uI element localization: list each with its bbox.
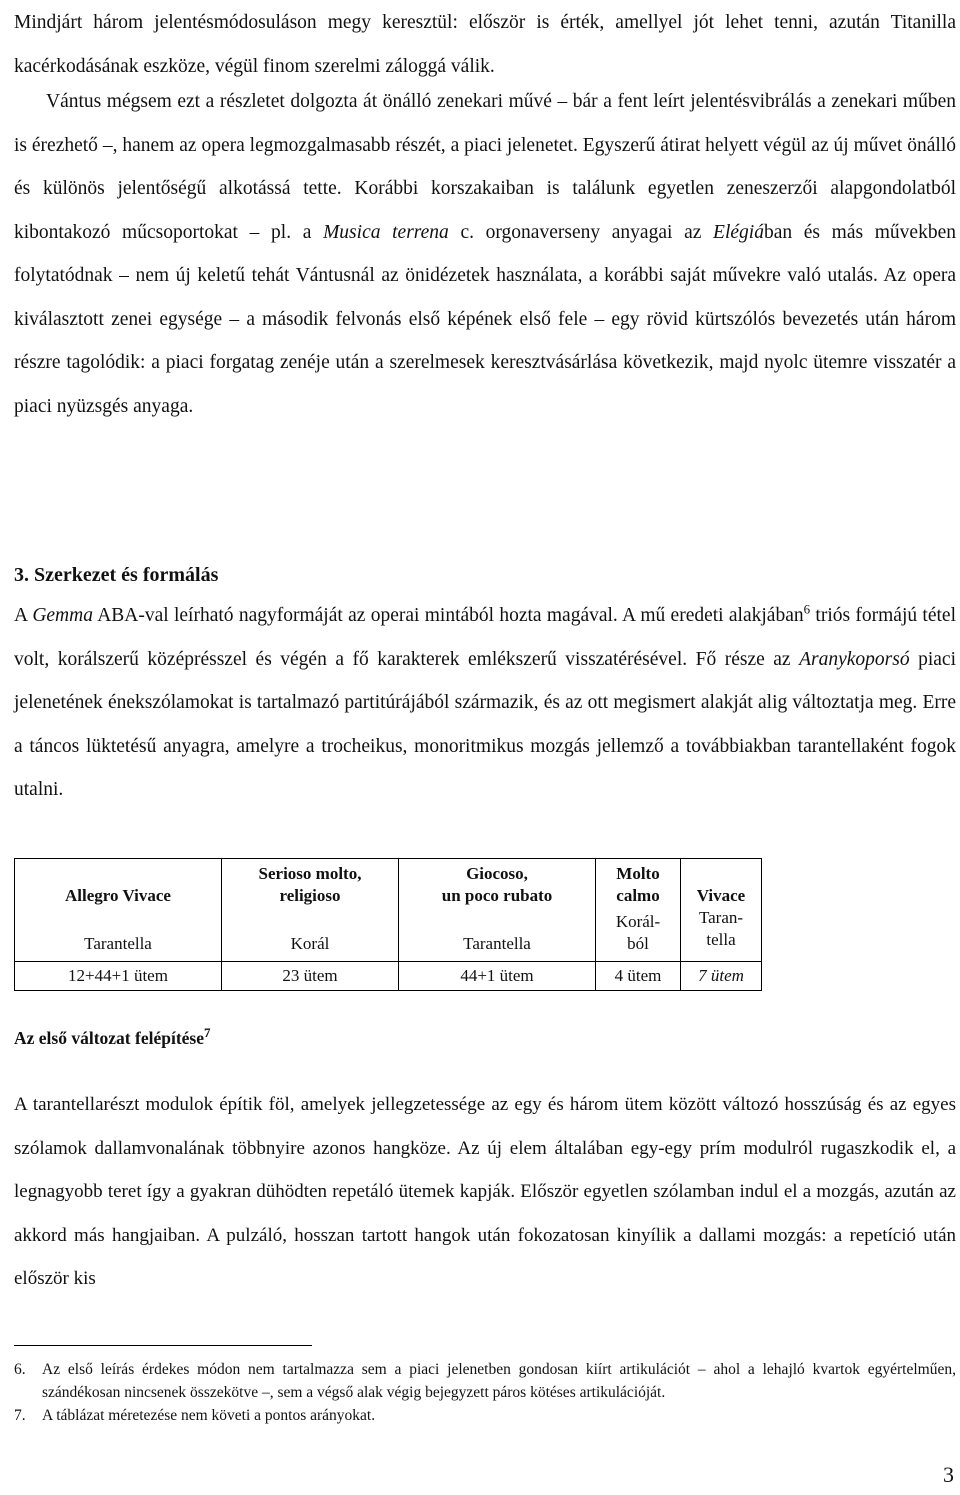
section-type-label-2: ból [627, 934, 649, 953]
section-type-label: Korál [290, 934, 330, 953]
paragraph-2 [14, 80, 956, 428]
footnote-number: 7. [14, 1407, 26, 1424]
section-length: 7 ütem [681, 962, 762, 991]
section-type-label-2: tella [706, 930, 736, 949]
table-row-sections [15, 859, 762, 962]
table-row-lengths [15, 962, 762, 991]
footnote-text: Az első leírás érdekes módon nem tartalmazza sem a piaci jelenetben gondosan kiírt artikulációt – ahol a lehajló kvartok egyértelműen, szándékosan nincsenek összekötve –, sem a végső alak végig bejegyzett páros kötéses artikulációját. [42, 1361, 956, 1401]
footnote-ref-7[interactable]: 7 [204, 1025, 211, 1041]
footnote-ref-6[interactable]: 6 [803, 601, 811, 617]
section-type-label: Korál- [615, 912, 661, 931]
section-length: 44+1 ütem [399, 962, 596, 991]
table-cell-section-5 [681, 859, 762, 962]
paragraph-4: A tarantellarészt modulok építik föl, amelyek jellegzetessége az egy és három ütem között változó hosszúság és az egyes szólamok dallamvonalának többnyire azonos hangköze. Az új elem általában egy-egy prím modulról rugaszkodik el, a legnagyobb teret így a gyakran dühödten repetáló ütemek kapják. Először egyetlen szólamban indul el a mozgás, azután az akkord más hangjaiban. A pulzáló, hosszan tartott hangok után fokozatosan kinyílik a dallami mozgás: a repetíció után először kis [14, 1094, 956, 1289]
section-length: 4 ütem [596, 962, 681, 991]
section-length: 23 ütem [222, 962, 399, 991]
table-cell-section-2 [222, 859, 399, 962]
section-type-label: Tarantella [84, 934, 152, 953]
section-length: 12+44+1 ütem [15, 962, 222, 991]
form-structure-table [14, 858, 762, 991]
paragraph-2-text-a: Vántus mégsem ezt a részletet dolgozta át önálló zenekari művé – bár a fent leírt jelentésvibrálás a zenekari műben is érezhető –, hanem az opera legmozgalmasabb részét, a piaci jelenetet. Egyszerű átirat helyett végül az új művet önálló és különös jelentőségű alkotássá tette. Korábbi korszakaiban is találunk egyetlen zeneszerzői alapgondolatból kibontakozó műcsoportokat – pl. a [14, 91, 956, 243]
section-type-label: Taran- [698, 908, 744, 927]
footnotes [14, 1358, 956, 1427]
section-tempo-label: Vivace [696, 886, 746, 905]
section-tempo-label-2: un poco rubato [441, 886, 553, 905]
work-title-elegia: Elégiá [713, 221, 764, 243]
footnote-text: A táblázat méretezése nem követi a pontos arányokat. [42, 1407, 376, 1424]
footnote-6 [14, 1358, 956, 1404]
page-number: 3 [943, 1462, 954, 1487]
table-cell-section-4 [596, 859, 681, 962]
section-tempo-label: Allegro Vivace [65, 886, 171, 905]
section-tempo-label-2: religioso [279, 886, 341, 905]
section-heading: 3. Szerkezet és formálás [14, 564, 219, 586]
paragraph-3 [14, 594, 956, 812]
section-type-label: Tarantella [463, 934, 531, 953]
section-tempo-label: Serioso molto, [258, 864, 362, 883]
work-title-aranykoporso: Aranykoporsó [799, 648, 910, 670]
table-cell-section-1 [15, 859, 222, 962]
work-title-musica-terrena: Musica terrena [323, 221, 449, 243]
paragraph-1: Mindjárt három jelentésmódosuláson megy keresztül: először is érték, amellyel jót lehet tenni, azután Titanilla kacérkodásának eszköze, végül finom szerelmi záloggá válik. [14, 12, 956, 77]
table-cell-section-3 [399, 859, 596, 962]
paragraph-2-text-b: c. orgonaverseny anyagai az [448, 221, 714, 243]
footnote-7 [14, 1404, 956, 1427]
paragraph-3-text-d: piaci jelenetének énekszólamokat is tartalmazó partitúrájából származik, és az ott megismert alakját alig változtatja meg. Erre a táncos lüktetésű anyagra, amelyre a trocheikus, monoritmikus mozgás jellemző a továbbiakban tarantellaként fogok utalni. [14, 648, 956, 800]
footnote-number: 6. [14, 1361, 26, 1378]
paragraph-3-text-c: triós formájú tétel volt, korálszerű középrésszel és végén a fő karakterek emlékszerű visszatérésével. Fő része az [14, 605, 956, 670]
subheading-text: Az első változat felépítése [14, 1028, 204, 1048]
paragraph-3-text-a: A [14, 605, 33, 626]
subheading [14, 1025, 211, 1049]
footnote-separator [14, 1345, 312, 1346]
paragraph-3-text-b: ABA-val leírható nagyformáját az operai mintából hozta magával. A mű eredeti alakjában [92, 605, 804, 626]
section-tempo-label: Molto [616, 864, 660, 883]
work-title-gemma: Gemma [32, 605, 93, 626]
paragraph-2-text-c: ban és más művekben folytatódnak – nem új keletű tehát Vántusnál az önidézetek használata, a korábbi saját művekre való utalás. Az opera kiválasztott zenei egysége – a második felvonás első képének első fele – egy rövid kürtszólós bevezetés után három részre tagolódik: a piaci forgatag zenéje után a szerelmesek keresztvásárlása következik, majd nyolc ütemre visszatér a piaci nyüzsgés anyaga. [14, 221, 956, 417]
section-tempo-label: Giocoso, [466, 864, 528, 883]
section-tempo-label-2: calmo [616, 886, 660, 905]
